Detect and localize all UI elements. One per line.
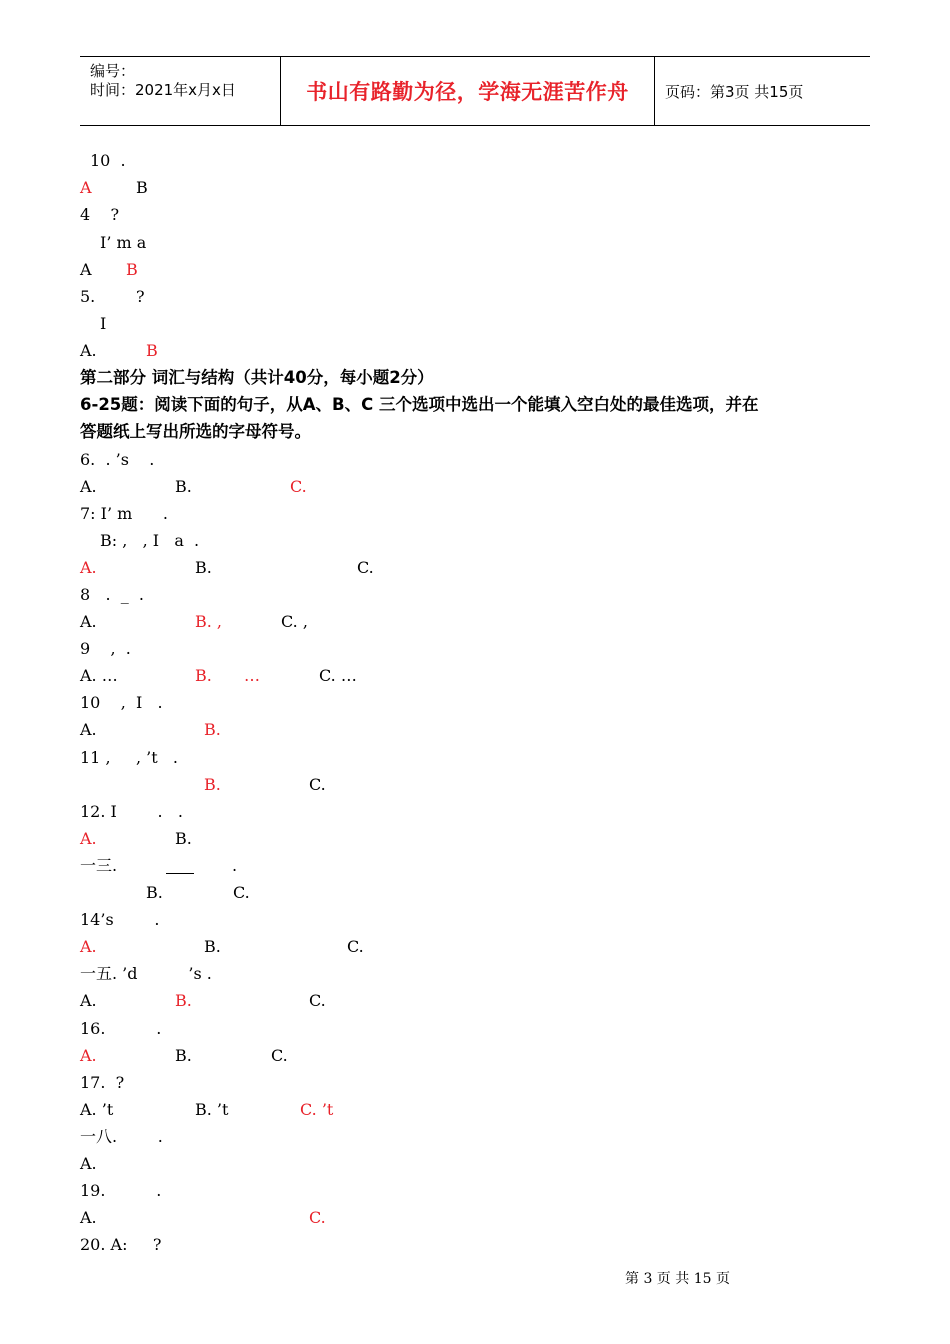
question-line: 20. A: ? (80, 1235, 162, 1254)
question-line: 12. I . . (80, 802, 183, 821)
question-line: 11 , , ’t . (80, 748, 178, 767)
answer-option: B. (195, 558, 212, 577)
answer-option: B. (204, 775, 221, 794)
question-line: 14’s . (80, 910, 160, 929)
answer-option: C. (347, 937, 364, 956)
header-info-cell (80, 57, 281, 125)
question-line: 5. ? (80, 287, 145, 306)
number-label: 编号： (90, 62, 136, 80)
answer-option: B. (146, 883, 163, 902)
section-instruction: 6-25题：阅读下面的句子，从A、B、C 三个选项中选出一个能填入空白处的最佳选项，并在 (80, 395, 759, 414)
answer-option: A. (80, 477, 97, 496)
answer-option: C. … (319, 666, 357, 685)
question-line: 一三. (80, 856, 118, 875)
answer-option: A. (80, 720, 97, 739)
answer-option: A. (80, 991, 97, 1010)
question-line: 16. . (80, 1019, 162, 1038)
answer-option: A. (80, 1154, 97, 1173)
header-page-cell (655, 57, 870, 125)
question-line: 10 . (90, 151, 126, 170)
header-motto-cell (281, 57, 655, 125)
answer-option: C. (309, 991, 326, 1010)
answer-option: A. (80, 1046, 97, 1065)
answer-option: B. (204, 937, 221, 956)
answer-option: A. (80, 558, 97, 577)
blank-underline (166, 859, 194, 874)
page-footer: 第 3 页 共 15 页 (625, 1271, 730, 1287)
answer-option: A. (80, 1208, 97, 1227)
answer-option: C. (233, 883, 250, 902)
answer-option: B (146, 341, 158, 360)
answer-option: B. ’t (195, 1100, 229, 1119)
answer-option: C. (271, 1046, 288, 1065)
answer-option: B. (195, 666, 212, 685)
answer-option: C. (357, 558, 374, 577)
question-line: 4 ? (80, 205, 120, 224)
answer-option: B (126, 260, 138, 279)
answer-option: C. (309, 775, 326, 794)
answer-option: C. (309, 1208, 326, 1227)
question-line: 一八. . (80, 1127, 163, 1146)
question-line: . (232, 856, 238, 875)
question-line: 7: I’ m . (80, 504, 168, 523)
answer-option: B. (175, 991, 192, 1010)
question-line: 6. . ’s . (80, 450, 155, 469)
question-line: 10 , I . (80, 693, 163, 712)
answer-option: C. (290, 477, 307, 496)
answer-option: C. , (281, 612, 308, 631)
section-instruction: 答题纸上写出所选的字母符号。 (80, 422, 311, 441)
answer-option: B. , (195, 612, 223, 631)
answer-option: C. ’t (300, 1100, 334, 1119)
answer-option: B. (175, 1046, 192, 1065)
question-line: 9 , . (80, 639, 131, 658)
answer-option: A (80, 260, 92, 279)
question-line: 一五. ’d ’s . (80, 964, 212, 983)
answer-option: A. (80, 612, 97, 631)
answer-option: A. (80, 341, 97, 360)
answer-option: B. (204, 720, 221, 739)
dialogue-line: B: , , I a . (100, 531, 200, 550)
dialogue-line: I’ m a (100, 233, 147, 252)
answer-option: B. (175, 477, 192, 496)
question-line: 17. ? (80, 1073, 125, 1092)
question-line: 8 . _ . (80, 585, 144, 604)
page-header (80, 56, 870, 126)
answer-option: A. (80, 829, 97, 848)
answer-option: … (244, 666, 260, 685)
answer-option: A. (80, 937, 97, 956)
time-label: 时间：2021年x月x日 (90, 81, 236, 99)
motto: 书山有路勤为径，学海无涯苦作舟 (306, 80, 629, 104)
answer-option: B. (175, 829, 192, 848)
section-title: 第二部分 词汇与结构（共计40分，每小题2分） (80, 368, 434, 387)
answer-option: B (136, 178, 148, 197)
answer-option: A. … (80, 666, 118, 685)
dialogue-line: I (100, 314, 107, 333)
answer-option: A (80, 178, 92, 197)
answer-option: A. ’t (80, 1100, 114, 1119)
question-line: 19. . (80, 1181, 162, 1200)
page-code: 页码：第3页 共15页 (665, 82, 804, 101)
